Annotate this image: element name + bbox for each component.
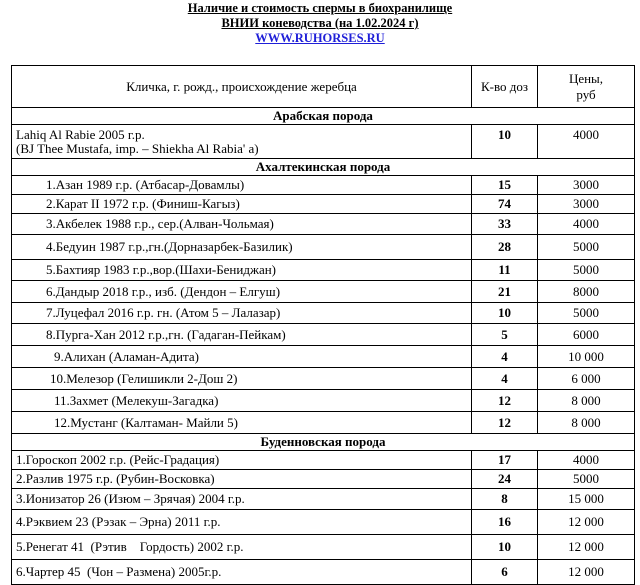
- dose-count: 17: [472, 451, 538, 470]
- title-line-1: Наличие и стоимость спермы в биохранилище: [187, 1, 453, 15]
- table-row: [12, 125, 635, 159]
- price-value: 3000: [538, 195, 635, 214]
- stallion-name: 4.Бедуин 1987 г.р.,гн.(Дорназарбек-Базилик): [12, 235, 472, 260]
- table-header-row: [12, 66, 635, 108]
- section-title-budyonny: Буденновская порода: [12, 434, 635, 451]
- stallion-name: [12, 125, 472, 159]
- dose-count: 6: [472, 560, 538, 585]
- stallion-name: 6.Дандыр 2018 г.р., изб. (Дендон – Елгуш): [12, 281, 472, 303]
- dose-count: 4: [472, 368, 538, 390]
- price-value: 5000: [538, 303, 635, 324]
- table-row: [12, 195, 635, 214]
- table-row: [12, 535, 635, 560]
- price-value: 5000: [538, 235, 635, 260]
- price-value: 8 000: [538, 412, 635, 434]
- price-value: 4000: [538, 125, 635, 159]
- table-row: [12, 324, 635, 346]
- table-row: [12, 346, 635, 368]
- section-row-arab: [12, 108, 635, 125]
- column-header-doses: К-во доз: [472, 66, 538, 108]
- stallion-name: 8.Пурга-Хан 2012 г.р.,гн. (Гадаган-Пейкам): [12, 324, 472, 346]
- table-row: [12, 412, 635, 434]
- table-row: [12, 390, 635, 412]
- website-link[interactable]: WWW.RUHORSES.RU: [255, 31, 385, 45]
- section-row-budyonny: [12, 434, 635, 451]
- table-row: [12, 489, 635, 510]
- stallion-name: 6.Чартер 45 (Чон – Размена) 2005г.р.: [12, 560, 472, 585]
- section-row-akhal: [12, 159, 635, 176]
- price-value: 12 000: [538, 535, 635, 560]
- table-row: [12, 260, 635, 281]
- price-value: 4000: [538, 214, 635, 235]
- section-title-arab: Арабская порода: [12, 108, 635, 125]
- price-value: 12 000: [538, 560, 635, 585]
- table-row: [12, 303, 635, 324]
- price-value: 5000: [538, 470, 635, 489]
- price-value: 6000: [538, 324, 635, 346]
- dose-count: 10: [472, 303, 538, 324]
- stallion-name-line1: Lahiq Al Rabie 2005 г.р.: [16, 126, 145, 142]
- price-value: 8000: [538, 281, 635, 303]
- price-value: 12 000: [538, 510, 635, 535]
- title-line-2: ВНИИ коневодства (на 1.02.2024 г): [221, 16, 419, 30]
- stallion-name: 5.Ренегат 41 (Рэтив Гордость) 2002 г.р.: [12, 535, 472, 560]
- stallion-name: 11.Захмет (Мелекуш-Загадка): [12, 390, 472, 412]
- table-row: [12, 451, 635, 470]
- stallion-name: 1.Гороскоп 2002 г.р. (Рейс-Градация): [12, 451, 472, 470]
- table-row: [12, 560, 635, 585]
- table-row: [12, 235, 635, 260]
- stallion-name: 9.Алихан (Аламан-Адита): [12, 346, 472, 368]
- dose-count: 8: [472, 489, 538, 510]
- column-header-name: Кличка, г. рожд., происхождение жеребца: [12, 66, 472, 108]
- dose-count: 10: [472, 535, 538, 560]
- dose-count: 10: [472, 125, 538, 159]
- stallion-name: 5.Бахтияр 1983 г.р.,вор.(Шахи-Бениджан): [12, 260, 472, 281]
- price-header-line2: руб: [576, 86, 596, 102]
- dose-count: 74: [472, 195, 538, 214]
- table-row: [12, 281, 635, 303]
- stallion-name: 2.Карат II 1972 г.р. (Финиш-Кагыз): [12, 195, 472, 214]
- price-value: 15 000: [538, 489, 635, 510]
- dose-count: 16: [472, 510, 538, 535]
- dose-count: 11: [472, 260, 538, 281]
- stallion-name: 3.Акбелек 1988 г.р., сер.(Алван-Чольмая): [12, 214, 472, 235]
- dose-count: 12: [472, 412, 538, 434]
- price-value: 4000: [538, 451, 635, 470]
- stallion-name: 4.Рэквием 23 (Рэзак – Эрна) 2011 г.р.: [12, 510, 472, 535]
- stallion-name-line2: (BJ Thee Mustafa, imp. – Shiekha Al Rabia' a): [16, 140, 259, 156]
- dose-count: 28: [472, 235, 538, 260]
- table-row: [12, 368, 635, 390]
- dose-count: 5: [472, 324, 538, 346]
- stallion-name: 2.Разлив 1975 г.р. (Рубин-Восковка): [12, 470, 472, 489]
- dose-count: 33: [472, 214, 538, 235]
- stallion-name: 1.Азан 1989 г.р. (Атбасар-Довамлы): [12, 176, 472, 195]
- table-row: [12, 214, 635, 235]
- table-row: [12, 510, 635, 535]
- price-value: 10 000: [538, 346, 635, 368]
- column-header-price: [538, 66, 635, 108]
- table-row: [12, 176, 635, 195]
- price-value: 6 000: [538, 368, 635, 390]
- stallion-semen-table: [11, 65, 635, 585]
- price-header-line1: Цены,: [568, 70, 604, 86]
- price-value: 8 000: [538, 390, 635, 412]
- dose-count: 21: [472, 281, 538, 303]
- dose-count: 24: [472, 470, 538, 489]
- section-title-akhal: Ахалтекинская порода: [12, 159, 635, 176]
- dose-count: 4: [472, 346, 538, 368]
- table-row: [12, 470, 635, 489]
- price-value: 5000: [538, 260, 635, 281]
- stallion-name: 3.Ионизатор 26 (Изюм – Зрячая) 2004 г.р.: [12, 489, 472, 510]
- price-value: 3000: [538, 176, 635, 195]
- stallion-name: 7.Луцефал 2016 г.р. гн. (Атом 5 – Лалазар): [12, 303, 472, 324]
- stallion-name: 12.Мустанг (Калтаман- Майли 5): [12, 412, 472, 434]
- dose-count: 15: [472, 176, 538, 195]
- stallion-name: 10.Мелезор (Гелишикли 2-Дош 2): [12, 368, 472, 390]
- dose-count: 12: [472, 390, 538, 412]
